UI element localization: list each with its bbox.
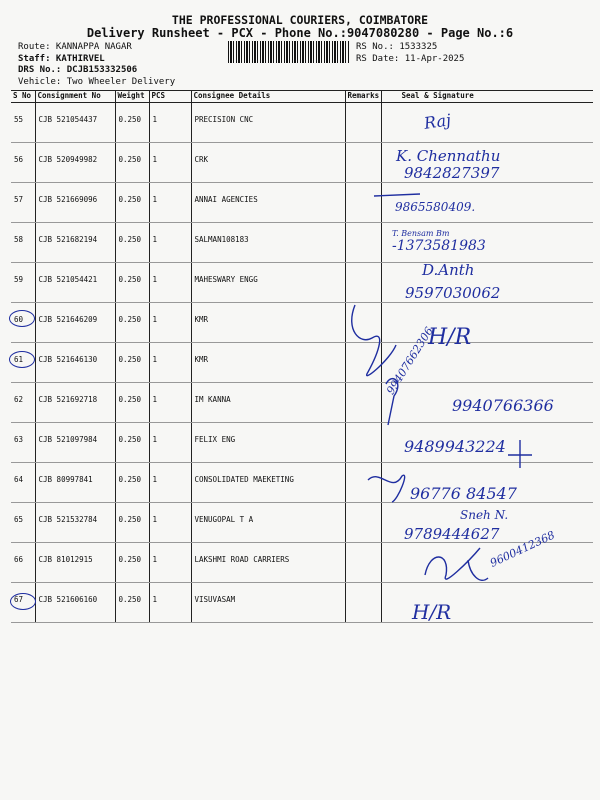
scribble-62 (386, 379, 398, 425)
cell-consignee: PRECISION CNC (191, 103, 345, 143)
cell-weight: 0.250 (115, 103, 149, 143)
signature-59-phone: 9597030062 (405, 284, 501, 302)
signature-58-name: T. Bensam Bm (392, 229, 450, 238)
cell-pcs: 1 (149, 143, 191, 183)
signature-62-other: 99407662306 (384, 324, 436, 397)
cell-pcs: 1 (149, 543, 191, 583)
cell-consignment: CJB 521669096 (35, 183, 115, 223)
col-weight: Weight (115, 91, 149, 103)
cell-pcs: 1 (149, 383, 191, 423)
signature-56-name: K. Chennathu (396, 147, 501, 165)
cell-sno: 67 (11, 583, 35, 623)
col-remarks: Remarks (345, 91, 381, 103)
vehicle: Vehicle: Two Wheeler Delivery (18, 76, 176, 87)
cell-consignment: CJB 80997841 (35, 463, 115, 503)
signature-57-phone: 9865580409. (395, 200, 476, 214)
col-consignment: Consignment No (35, 91, 115, 103)
cell-pcs: 1 (149, 583, 191, 623)
rs-date: RS Date: 11-Apr-2025 (356, 53, 465, 64)
signature-66-phone: 9600412368 (488, 528, 557, 570)
cell-consignee: MAHESWARY ENGG (191, 263, 345, 303)
cell-consignee: LAKSHMI ROAD CARRIERS (191, 543, 345, 583)
signature-65-name: Sneh N. (460, 508, 509, 522)
signature-63-phone: 9489943224 (404, 437, 506, 456)
cell-sno: 55 (11, 103, 35, 143)
signature-58-phone: -1373581983 (392, 238, 486, 254)
scribble-63 (508, 440, 532, 468)
signature-64-phone: 96776 84547 (410, 484, 517, 503)
cell-pcs: 1 (149, 343, 191, 383)
col-consignee: Consignee Details (191, 91, 345, 103)
cell-pcs: 1 (149, 223, 191, 263)
cell-sno: 62 (11, 383, 35, 423)
staff: Staff: KATHIRVEL (18, 53, 105, 64)
cell-weight: 0.250 (115, 543, 149, 583)
col-sno: S No (11, 91, 35, 103)
cell-weight: 0.250 (115, 383, 149, 423)
signature-67: H/R (412, 600, 452, 624)
col-signature: Seal & Signature (381, 91, 593, 103)
cell-weight: 0.250 (115, 223, 149, 263)
cell-pcs: 1 (149, 103, 191, 143)
scribble-60-61 (352, 305, 396, 376)
cell-pcs: 1 (149, 263, 191, 303)
cell-consignment: CJB 521682194 (35, 223, 115, 263)
cell-pcs: 1 (149, 183, 191, 223)
cell-consignee: FELIX ENG (191, 423, 345, 463)
cell-sno: 61 (11, 343, 35, 383)
cell-consignee: CONSOLIDATED MAEKETING (191, 463, 345, 503)
signature-56-phone: 9842827397 (404, 164, 500, 182)
cell-consignment: CJB 81012915 (35, 543, 115, 583)
cell-consignee: ANNAI AGENCIES (191, 183, 345, 223)
cell-consignee: VENUGOPAL T A (191, 503, 345, 543)
cell-consignment: CJB 521646130 (35, 343, 115, 383)
cell-sno: 57 (11, 183, 35, 223)
cell-consignee: IM KANNA (191, 383, 345, 423)
cell-consignee: CRK (191, 143, 345, 183)
cell-sno: 58 (11, 223, 35, 263)
cell-weight: 0.250 (115, 263, 149, 303)
cell-consignment: CJB 521532784 (35, 503, 115, 543)
scribble-66 (425, 548, 488, 580)
circle-mark-61 (9, 351, 35, 368)
cell-pcs: 1 (149, 303, 191, 343)
cell-sno: 60 (11, 303, 35, 343)
cell-sno: 56 (11, 143, 35, 183)
cell-sno: 66 (11, 543, 35, 583)
cell-consignee: SALMAN108183 (191, 223, 345, 263)
circle-mark-60 (9, 310, 35, 327)
cell-weight: 0.250 (115, 143, 149, 183)
cell-consignment: CJB 520949982 (35, 143, 115, 183)
cell-consignment: CJB 521054421 (35, 263, 115, 303)
cell-sno: 63 (11, 423, 35, 463)
cell-pcs: 1 (149, 423, 191, 463)
cell-consignment: CJB 521692718 (35, 383, 115, 423)
company-title: THE PROFESSIONAL COURIERS, COIMBATORE (171, 13, 429, 27)
cell-consignee: VISUVASAM (191, 583, 345, 623)
cell-consignee: KMR (191, 303, 345, 343)
cell-pcs: 1 (149, 503, 191, 543)
cell-consignee: KMR (191, 343, 345, 383)
signature-60-61: H/R (428, 325, 472, 350)
cell-consignment: CJB 521054437 (35, 103, 115, 143)
cell-weight: 0.250 (115, 423, 149, 463)
cell-weight: 0.250 (115, 463, 149, 503)
cell-weight: 0.250 (115, 183, 149, 223)
cell-pcs: 1 (149, 463, 191, 503)
cell-consignment: CJB 521646209 (35, 303, 115, 343)
cell-consignment: CJB 521606160 (35, 583, 115, 623)
signature-65-phone: 9789444627 (404, 525, 500, 543)
signature-55: Raj (422, 110, 453, 133)
cell-weight: 0.250 (115, 303, 149, 343)
signature-59-name: D.Anth (422, 261, 475, 279)
cell-sno: 64 (11, 463, 35, 503)
runsheet-title: Delivery Runsheet - PCX - Phone No.:9047080280 - Page No.:6 (86, 26, 514, 40)
col-pcs: PCS (149, 91, 191, 103)
cell-consignment: CJB 521097984 (35, 423, 115, 463)
cell-weight: 0.250 (115, 503, 149, 543)
circle-mark-67 (10, 593, 36, 610)
route: Route: KANNAPPA NAGAR (18, 42, 132, 52)
signature-62-phone: 9940766366 (452, 396, 554, 415)
scribble-64 (368, 475, 405, 502)
cell-sno: 65 (11, 503, 35, 543)
cell-weight: 0.250 (115, 583, 149, 623)
rs-number: RS No.: 1533325 (356, 42, 438, 52)
cell-weight: 0.250 (115, 343, 149, 383)
underline-57 (374, 194, 420, 196)
drs-number: DRS No.: DCJB153332506 (18, 65, 138, 75)
cell-sno: 59 (11, 263, 35, 303)
